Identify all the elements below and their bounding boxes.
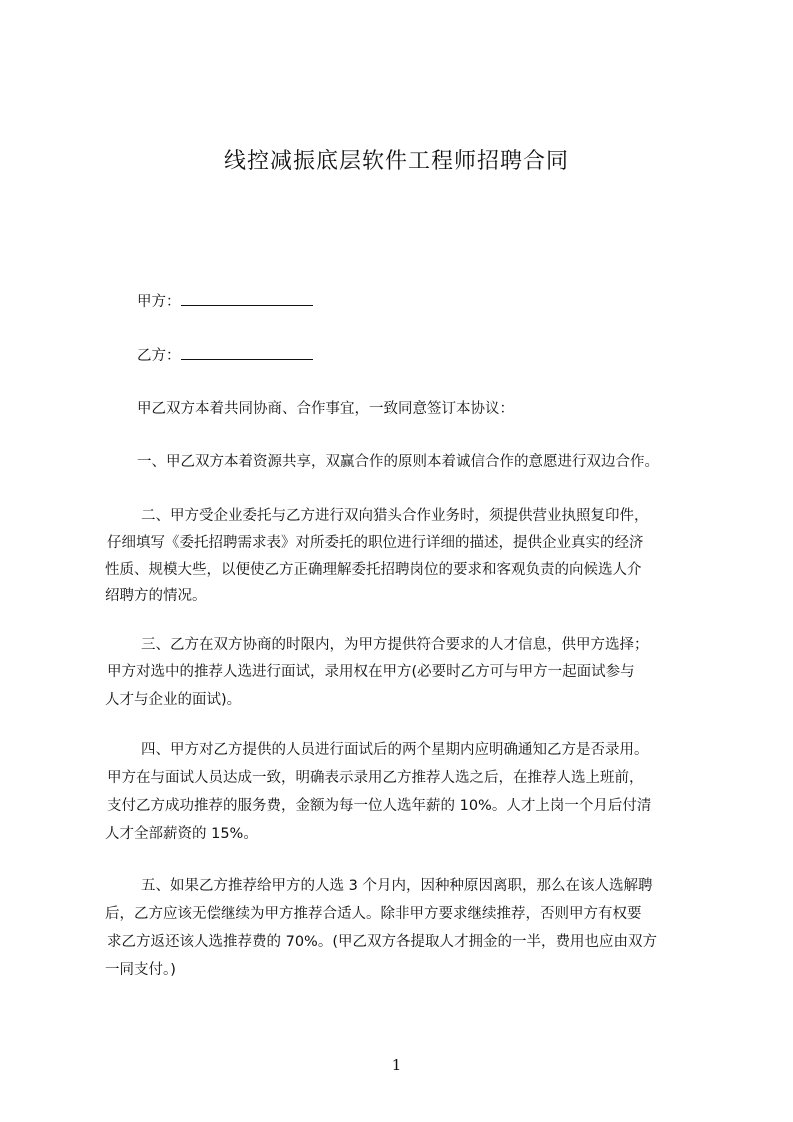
clause-3-line: 三、乙方在双方协商的时限内，为甲方提供符合要求的人才信息，供甲方选择； xyxy=(141,637,649,653)
clause-4-line: 甲方在与面试人员达成一致，明确表示录用乙方推荐人选之后，在推荐人选上班前， xyxy=(107,770,644,786)
clause-1-line: 一、甲乙双方本着资源共享，双赢合作的原则本着诚信合作的意愿进行双边合作。 xyxy=(137,454,659,470)
clause-2-line: 绍聘方的情况。 xyxy=(105,588,207,604)
clause-2-line: 仔细填写《委托招聘需求表》对所委托的职位进行详细的描述，提供企业真实的经济 xyxy=(107,535,644,551)
party-a-label: 甲方： xyxy=(137,294,181,310)
clause-3-line: 甲方对选中的推荐人选进行面试，录用权在甲方(必要时乙方可与甲方一起面试参与 xyxy=(107,664,635,680)
intro-text: 甲乙双方本着共同协商、合作事宜，一致同意签订本协议： xyxy=(137,401,514,417)
party-b-label: 乙方： xyxy=(137,348,181,364)
clause-5-line: 后，乙方应该无偿继续为甲方推荐合适人。除非甲方要求继续推荐，否则甲方有权要 xyxy=(105,906,642,922)
clause-5-line: 一同支付。) xyxy=(105,962,176,978)
clause-2-line: 二、甲方受企业委托与乙方进行双向猎头合作业务时，须提供营业执照复印件， xyxy=(141,508,649,524)
party-a-line xyxy=(137,291,313,312)
party-b-blank xyxy=(181,345,313,360)
party-a-blank xyxy=(181,291,313,306)
page-number: 1 xyxy=(391,1056,402,1074)
party-b-line xyxy=(137,345,313,366)
clause-2-line: 性质、规模大些，以便使乙方正确理解委托招聘岗位的要求和客观负责的向候选人介 xyxy=(105,562,642,578)
clause-5-line: 求乙方返还该人选推荐费的 70%。(甲乙双方各提取人才拥金的一半，费用也应由双方 xyxy=(107,934,657,950)
clause-4-line: 四、甲方对乙方提供的人员进行面试后的两个星期内应明确通知乙方是否录用。 xyxy=(141,742,649,758)
document-title: 线控减振底层软件工程师招聘合同 xyxy=(223,149,569,174)
clause-3-line: 人才与企业的面试)。 xyxy=(105,692,242,708)
clause-4-line: 支付乙方成功推荐的服务费，金额为每一位人选年薪的 10%。人才上岗一个月后付清 xyxy=(107,798,652,814)
clause-5-line: 五、如果乙方推荐给甲方的人选 3 个月内，因种种原因离职，那么在该人选解聘 xyxy=(141,878,653,894)
clause-4-line: 人才全部薪资的 15%。 xyxy=(105,826,258,842)
